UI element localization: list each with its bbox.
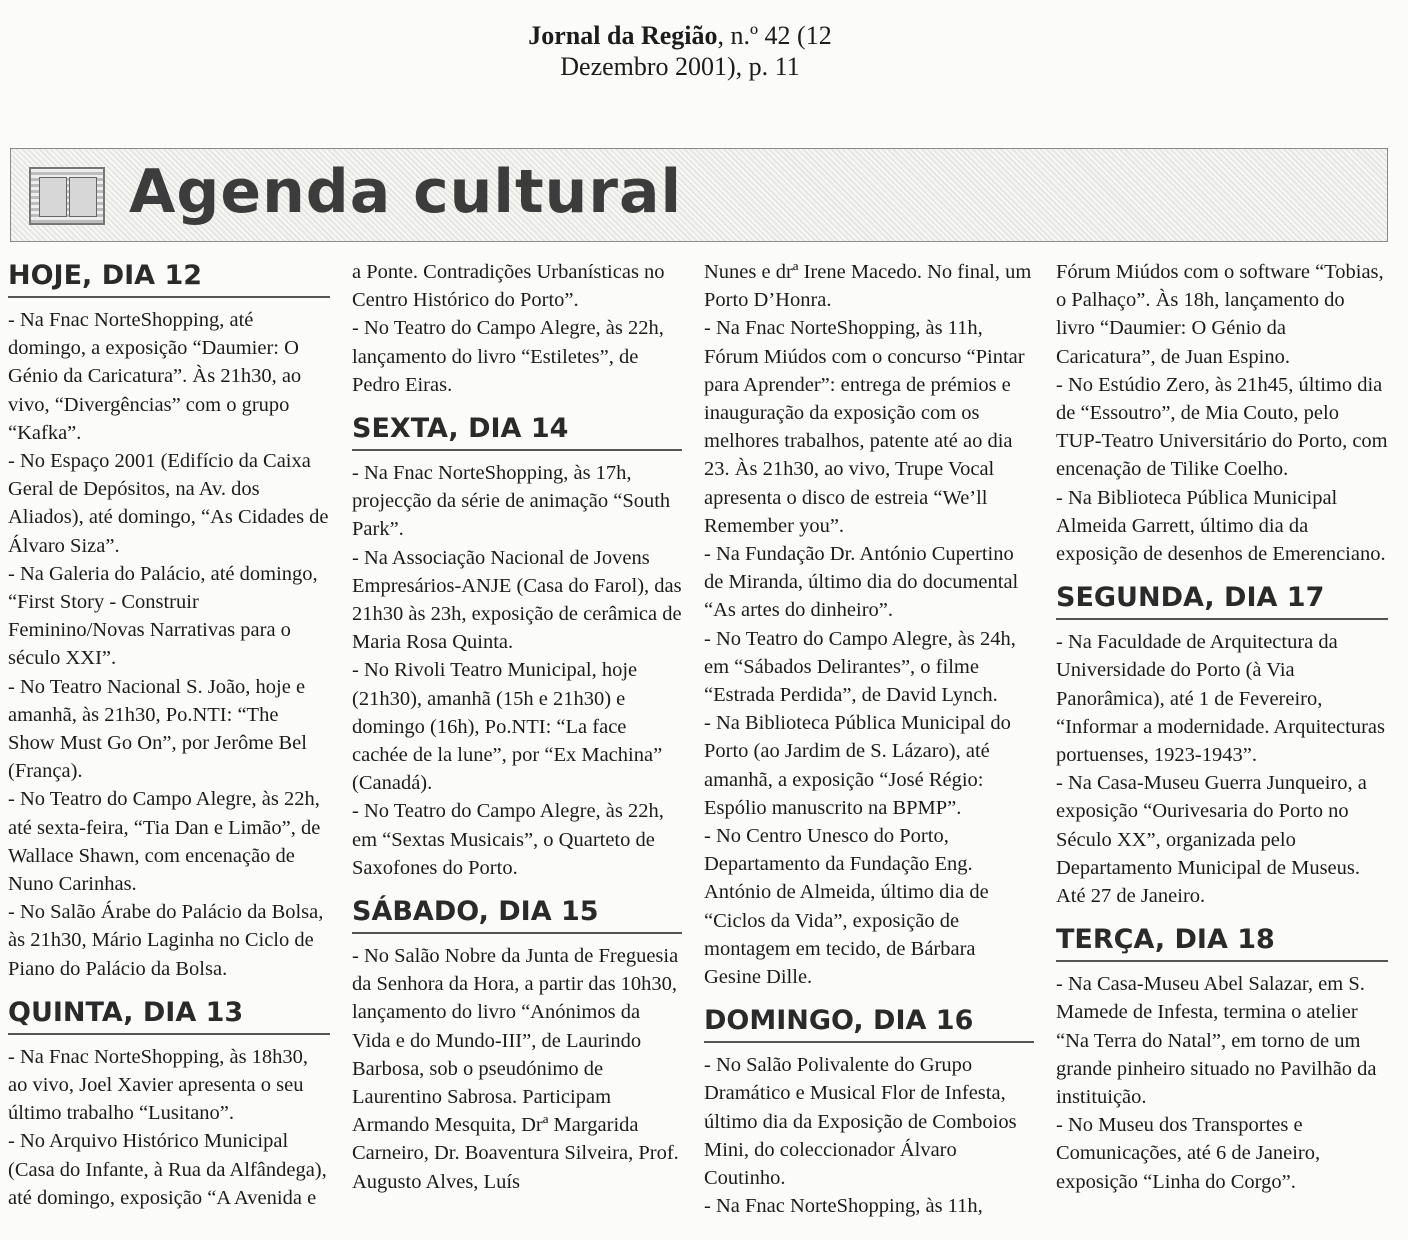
day-heading: DOMINGO, DIA 16 bbox=[704, 1003, 1034, 1043]
event-item: - No Teatro do Campo Alegre, às 22h, em “Sextas Musicais”, o Quarteto de Saxofones do Porto. bbox=[352, 800, 664, 879]
column-4 bbox=[1056, 258, 1388, 1196]
issue-number: , n.º 42 (12 bbox=[717, 21, 832, 50]
event-item: - Na Faculdade de Arquitectura da Universidade do Porto (à Via Panorâmica), até 1 de Fevereiro, “Informar a modernidade. Arquitecturas portuenses, 1923-1943”. bbox=[1056, 631, 1386, 767]
newspaper-icon bbox=[29, 167, 105, 225]
section-banner bbox=[10, 148, 1388, 242]
event-item: - No Centro Unesco do Porto, Departamento da Fundação Eng. António de Almeida, último dia de “Ciclos da Vida”, exposição de montagem em tecido, de Bárbara Gesine Dille. bbox=[704, 825, 989, 989]
event-item: - No Arquivo Histórico Municipal (Casa do Infante, à Rua da Alfândega), até domingo, exposição “A Avenida e bbox=[8, 1130, 327, 1209]
event-item: - Na Casa-Museu Abel Salazar, em S. Mamede de Infesta, termina o atelier “Na Terra do Natal”, em torno de um grande pinheiro situado no Pavilhão da instituição. bbox=[1056, 973, 1377, 1109]
event-item: - Na Biblioteca Pública Municipal Almeida Garrett, último dia da exposição de desenhos de Emerenciano. bbox=[1056, 486, 1386, 566]
column-1 bbox=[8, 258, 330, 1212]
source-citation bbox=[470, 20, 890, 82]
column-3 bbox=[704, 258, 1034, 1221]
section-title: Agenda cultural bbox=[129, 157, 683, 227]
day-heading: SÁBADO, DIA 15 bbox=[352, 894, 682, 934]
event-item: - No Teatro do Campo Alegre, às 24h, em “Sábados Delirantes”, o filme “Estrada Perdida”, de David Lynch. bbox=[704, 627, 1016, 707]
event-item: - Na Casa-Museu Guerra Junqueiro, a exposição “Ourivesaria do Porto no Século XX”, organizada pelo Departamento Municipal de Museus. Até 27 de Janeiro. bbox=[1056, 772, 1367, 908]
event-item: - Na Galeria do Palácio, até domingo, “First Story - Construir Feminino/Novas Narrativas para o século XXI”. bbox=[8, 562, 318, 670]
publication-name: Jornal da Região bbox=[528, 21, 718, 50]
event-item: - Na Fundação Dr. António Cupertino de Miranda, último dia do documental “As artes do dinheiro”. bbox=[704, 543, 1019, 622]
event-item: - Na Fnac NorteShopping, às 18h30, ao vivo, Joel Xavier apresenta o seu último trabalho “Lusitano”. bbox=[8, 1045, 309, 1125]
event-item: - Na Fnac NorteShopping, às 11h, Fórum Miúdos com o concurso “Pintar para Aprender”: entrega de prémios e inauguração da exposição com os melhores trabalhos, patente até ao dia 23. Às 21h30, ao vivo, Trupe Vocal apresenta o disco de estreia “We’ll Remember you”. bbox=[704, 317, 1025, 537]
day-heading: QUINTA, DIA 13 bbox=[8, 995, 330, 1035]
event-item: - No Salão Nobre da Junta de Freguesia da Senhora da Hora, a partir das 10h30, lançamento do livro “Anónimos da Vida e do Mundo-III”, de Laurindo Barbosa, sob o pseudónimo de Laurentino Sabrosa. Participam Armando Mesquita, Drª Margarida Carneiro, Dr. Boaventura Silveira, Prof. Augusto Alves, Luís bbox=[352, 945, 679, 1193]
event-item: - No Teatro do Campo Alegre, às 22h, até sexta-feira, “Tia Dan e Limão”, de Wallace Shawn, com encenação de Nuno Carinhas. bbox=[8, 788, 321, 896]
day-heading: TERÇA, DIA 18 bbox=[1056, 922, 1388, 962]
event-item: - No Rivoli Teatro Municipal, hoje (21h30), amanhã (15h e 21h30) e domingo (16h), Po.NTI: “La face cachée de la lune”, por “Ex Machina” (Canadá). bbox=[352, 659, 663, 795]
column-2 bbox=[352, 258, 682, 1196]
day-heading: SEXTA, DIA 14 bbox=[352, 411, 682, 451]
event-item: - No Estúdio Zero, às 21h45, último dia de “Essoutro”, de Mia Couto, pelo TUP-Teatro Universitário do Porto, com encenação de Tilike Coelho. bbox=[1056, 373, 1388, 481]
event-item: - No Teatro Nacional S. João, hoje e amanhã, às 21h30, Po.NTI: “The Show Must Go On”, por Jerôme Bel (França). bbox=[8, 675, 307, 783]
event-item: Fórum Miúdos com o software “Tobias, o Palhaço”. Às 18h, lançamento do livro “Daumier: O Génio da Caricatura”, de Juan Espino. bbox=[1056, 261, 1384, 368]
event-item: Nunes e drª Irene Macedo. No final, um Porto D’Honra. bbox=[704, 261, 1032, 312]
day-heading: HOJE, DIA 12 bbox=[8, 258, 330, 298]
event-item: - Na Biblioteca Pública Municipal do Porto (ao Jardim de S. Lázaro), até amanhã, a exposição “José Régio: Espólio manuscrito na BPMP”. bbox=[704, 712, 1011, 819]
event-item: - Na Associação Nacional de Jovens Empresários-ANJE (Casa do Farol), das 21h30 às 23h, exposição de cerâmica de Maria Rosa Quinta. bbox=[352, 546, 682, 654]
event-item: - No Museu dos Transportes e Comunicações, até 6 de Janeiro, exposição “Linha do Corgo”. bbox=[1056, 1114, 1321, 1193]
event-item: - Na Fnac NorteShopping, às 11h, bbox=[704, 1195, 983, 1218]
event-item: - No Salão Árabe do Palácio da Bolsa, às 21h30, Mário Laginha no Ciclo de Piano do Palácio da Bolsa. bbox=[8, 901, 324, 980]
event-item: - Na Fnac NorteShopping, até domingo, a exposição “Daumier: O Génio da Caricatura”. Às 21h30, ao vivo, “Divergências” com o grupo “Kafka”. bbox=[8, 309, 302, 444]
event-item: - No Teatro do Campo Alegre, às 22h, lançamento do livro “Estiletes”, de Pedro Eiras. bbox=[352, 317, 664, 396]
event-item: - No Espaço 2001 (Edifício da Caixa Geral de Depósitos, na Av. dos Aliados), até domingo, “As Cidades de Álvaro Siza”. bbox=[8, 450, 329, 557]
issue-date-page: Dezembro 2001), p. 11 bbox=[560, 52, 800, 81]
event-item: a Ponte. Contradições Urbanísticas no Centro Histórico do Porto”. bbox=[352, 261, 665, 312]
day-heading: SEGUNDA, DIA 17 bbox=[1056, 580, 1388, 620]
event-item: - No Salão Polivalente do Grupo Dramático e Musical Flor de Infesta, último dia da Exposição de Comboios Mini, do coleccionador Álvaro Coutinho. bbox=[704, 1054, 1017, 1190]
event-item: - Na Fnac NorteShopping, às 17h, projecção da série de animação “South Park”. bbox=[352, 462, 671, 541]
